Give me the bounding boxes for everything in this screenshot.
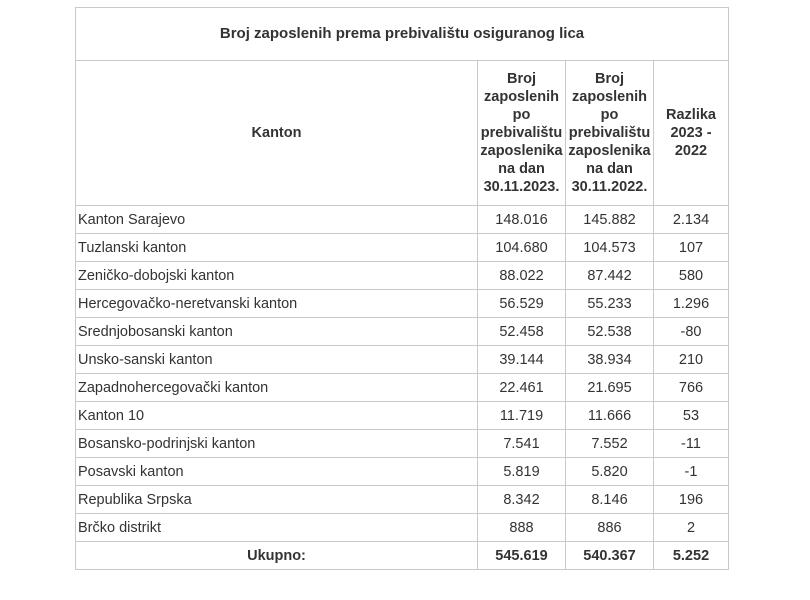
header-line: po	[512, 107, 531, 123]
canton-name: Tuzlanski kanton	[76, 234, 478, 262]
value-2022: 886	[566, 514, 654, 542]
table-row	[76, 458, 729, 486]
value-diff: 766	[654, 374, 729, 402]
header-2023	[478, 61, 566, 206]
value-2022: 87.442	[566, 262, 654, 290]
value-2023: 56.529	[478, 290, 566, 318]
header-razlika	[654, 61, 729, 206]
table-row	[76, 262, 729, 290]
total-row	[76, 542, 729, 570]
value-2022: 52.538	[566, 318, 654, 346]
canton-name: Zeničko-dobojski kanton	[76, 262, 478, 290]
header-line: zaposlenih	[572, 89, 647, 105]
employment-table	[75, 7, 729, 570]
canton-name: Kanton 10	[76, 402, 478, 430]
header-line: zaposlenika	[480, 143, 563, 159]
header-line: na dan	[498, 161, 545, 177]
value-2023: 39.144	[478, 346, 566, 374]
canton-name: Posavski kanton	[76, 458, 478, 486]
header-line: Broj	[507, 71, 536, 87]
total-diff: 5.252	[654, 542, 729, 570]
canton-name: Kanton Sarajevo	[76, 206, 478, 234]
value-2022: 7.552	[566, 430, 654, 458]
header-line: 30.11.2023.	[483, 179, 560, 195]
canton-name: Srednjobosanski kanton	[76, 318, 478, 346]
header-line: 30.11.2022.	[571, 179, 648, 195]
value-diff: -80	[654, 318, 729, 346]
title-row	[76, 8, 729, 61]
table-row	[76, 234, 729, 262]
header-2022	[566, 61, 654, 206]
header-line: zaposlenika	[568, 143, 651, 159]
canton-name: Hercegovačko-neretvanski kanton	[76, 290, 478, 318]
table-body	[76, 206, 729, 542]
header-row	[76, 61, 729, 206]
value-diff: -11	[654, 430, 729, 458]
value-diff: 580	[654, 262, 729, 290]
value-diff: 2	[654, 514, 729, 542]
value-2023: 148.016	[478, 206, 566, 234]
total-2023: 545.619	[478, 542, 566, 570]
canton-name: Unsko-sanski kanton	[76, 346, 478, 374]
value-2023: 5.819	[478, 458, 566, 486]
header-line: po	[600, 107, 619, 123]
value-2023: 104.680	[478, 234, 566, 262]
header-kanton: Kanton	[76, 61, 478, 206]
value-2022: 55.233	[566, 290, 654, 318]
value-2023: 888	[478, 514, 566, 542]
table-title: Broj zaposlenih prema prebivalištu osiguranog lica	[76, 8, 729, 61]
value-2022: 5.820	[566, 458, 654, 486]
header-line: prebivalištu	[480, 125, 563, 141]
table-row	[76, 430, 729, 458]
value-2023: 11.719	[478, 402, 566, 430]
value-2023: 8.342	[478, 486, 566, 514]
canton-name: Zapadnohercegovački kanton	[76, 374, 478, 402]
table-row	[76, 346, 729, 374]
table-row	[76, 402, 729, 430]
table-row	[76, 486, 729, 514]
header-line: Razlika	[666, 107, 716, 123]
canton-name: Brčko distrikt	[76, 514, 478, 542]
total-2022: 540.367	[566, 542, 654, 570]
table-row	[76, 374, 729, 402]
value-diff: 196	[654, 486, 729, 514]
value-2022: 8.146	[566, 486, 654, 514]
table-row	[76, 318, 729, 346]
header-line: Broj	[595, 71, 624, 87]
header-line: na dan	[586, 161, 633, 177]
header-line: zaposlenih	[484, 89, 559, 105]
value-diff: 210	[654, 346, 729, 374]
value-diff: 107	[654, 234, 729, 262]
value-diff: -1	[654, 458, 729, 486]
value-2022: 145.882	[566, 206, 654, 234]
table-row	[76, 206, 729, 234]
header-line: 2023 -	[670, 125, 712, 141]
table-row	[76, 290, 729, 318]
header-line: prebivalištu	[568, 125, 651, 141]
value-2022: 104.573	[566, 234, 654, 262]
total-label: Ukupno:	[76, 542, 478, 570]
canton-name: Republika Srpska	[76, 486, 478, 514]
header-line: 2022	[674, 143, 708, 159]
value-2022: 38.934	[566, 346, 654, 374]
value-2022: 11.666	[566, 402, 654, 430]
value-2023: 7.541	[478, 430, 566, 458]
table-row	[76, 514, 729, 542]
value-2023: 22.461	[478, 374, 566, 402]
value-2023: 52.458	[478, 318, 566, 346]
canton-name: Bosansko-podrinjski kanton	[76, 430, 478, 458]
value-diff: 53	[654, 402, 729, 430]
value-diff: 2.134	[654, 206, 729, 234]
value-2023: 88.022	[478, 262, 566, 290]
value-diff: 1.296	[654, 290, 729, 318]
value-2022: 21.695	[566, 374, 654, 402]
